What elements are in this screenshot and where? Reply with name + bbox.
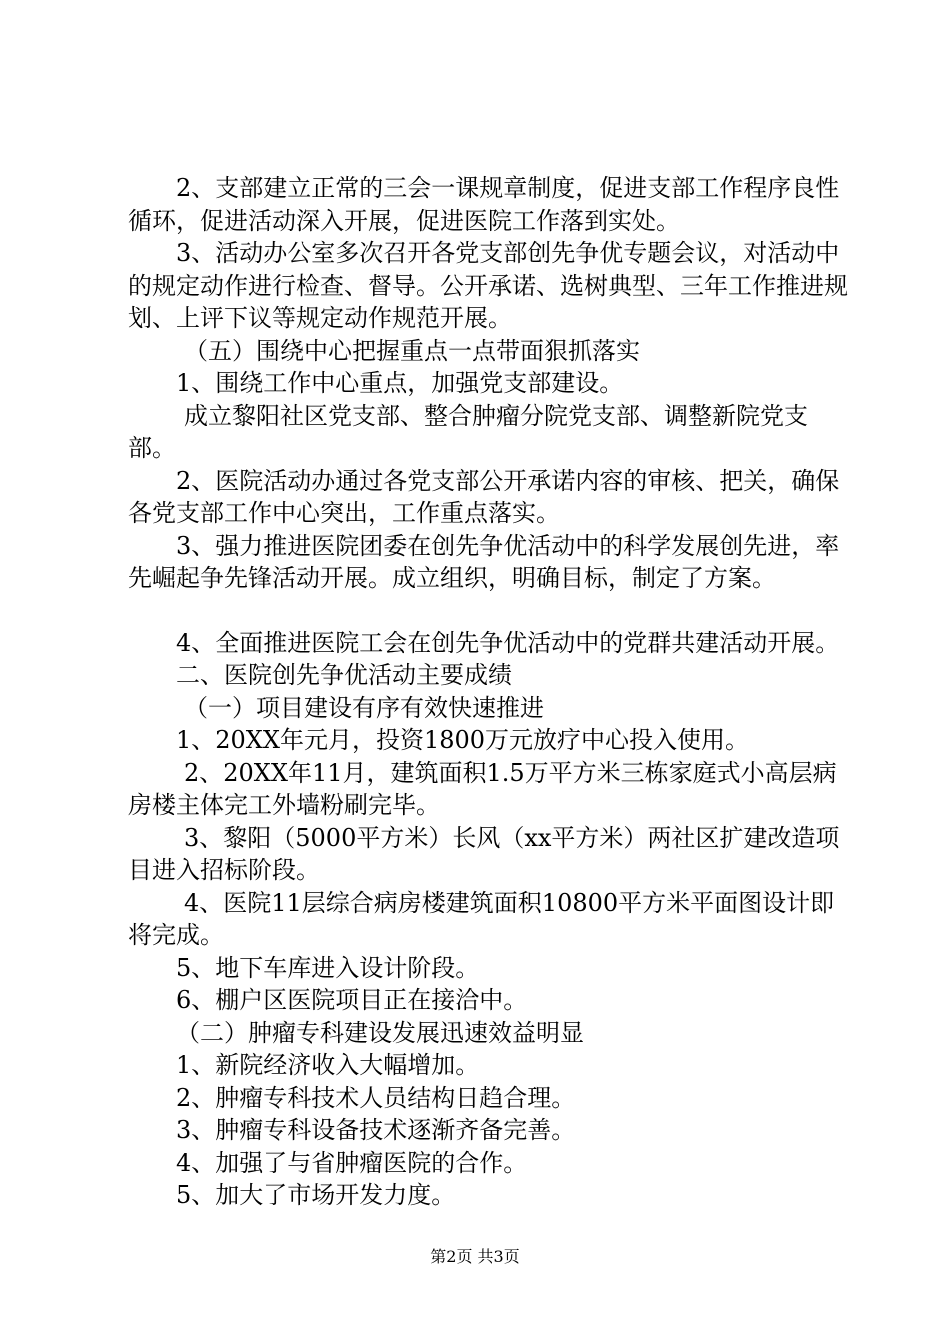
paragraph: 1、围绕工作中心重点，加强党支部建设。 <box>176 369 624 397</box>
paragraph: 成立黎阳社区党支部、整合肿瘤分院党支部、调整新院党支部。 <box>128 401 808 462</box>
section-heading: 二、医院创先争优活动主要成绩 <box>176 661 512 689</box>
paragraph: 5、地下车库进入设计阶段。 <box>176 953 480 982</box>
paragraph: 1、20XX年元月，投资1800万元放疗中心投入使用。 <box>176 726 750 754</box>
paragraph: 2、肿瘤专科技术人员结构日趋合理。 <box>176 1083 576 1112</box>
paragraph: 2、医院活动办通过各党支部公开承诺内容的审核、把关，确保各党支部工作中心突出，工作重点落实。 <box>128 466 840 527</box>
document-body <box>128 172 853 1212</box>
paragraph: 2、20XX年11月，建筑面积1.5万平方米三栋家庭式小高层病房楼主体完工外墙粉刷完毕。 <box>128 758 837 819</box>
section-heading: （一）项目建设有序有效快速推进 <box>184 693 544 722</box>
paragraph: 2、支部建立正常的三会一课规章制度，促进支部工作程序良性循环，促进活动深入开展，促进医院工作落到实处。 <box>128 174 840 235</box>
section-heading: （二）肿瘤专科建设发展迅速效益明显 <box>176 1018 584 1047</box>
paragraph: 1、新院经济收入大幅增加。 <box>176 1051 480 1079</box>
blank-line <box>128 595 853 627</box>
paragraph: 3、强力推进医院团委在创先争优活动中的科学发展创先进，率先崛起争先锋活动开展。成立组织，明确目标，制定了方案。 <box>128 531 840 592</box>
section-heading: （五）围绕中心把握重点一点带面狠抓落实 <box>184 336 640 365</box>
paragraph: 5、加大了市场开发力度。 <box>176 1181 456 1209</box>
paragraph: 3、肿瘤专科设备技术逐渐齐备完善。 <box>176 1116 576 1144</box>
paragraph: 3、活动办公室多次召开各党支部创先争优专题会议，对活动中的规定动作进行检查、督导。公开承诺、选树典型、三年工作推进规划、上评下议等规定动作规范开展。 <box>128 239 848 332</box>
page-footer: 第2页 共3页 <box>430 1247 520 1266</box>
paragraph: 4、全面推进医院工会在创先争优活动中的党群共建活动开展。 <box>176 628 840 657</box>
paragraph: 6、棚户区医院项目正在接洽中。 <box>176 986 528 1014</box>
paragraph: 4、医院11层综合病房楼建筑面积10800平方米平面图设计即将完成。 <box>128 888 835 949</box>
paragraph: 4、加强了与省肿瘤医院的合作。 <box>176 1148 528 1177</box>
paragraph: 3、黎阳（5000平方米）长风（xx平方米）两社区扩建改造项目进入招标阶段。 <box>128 823 840 884</box>
